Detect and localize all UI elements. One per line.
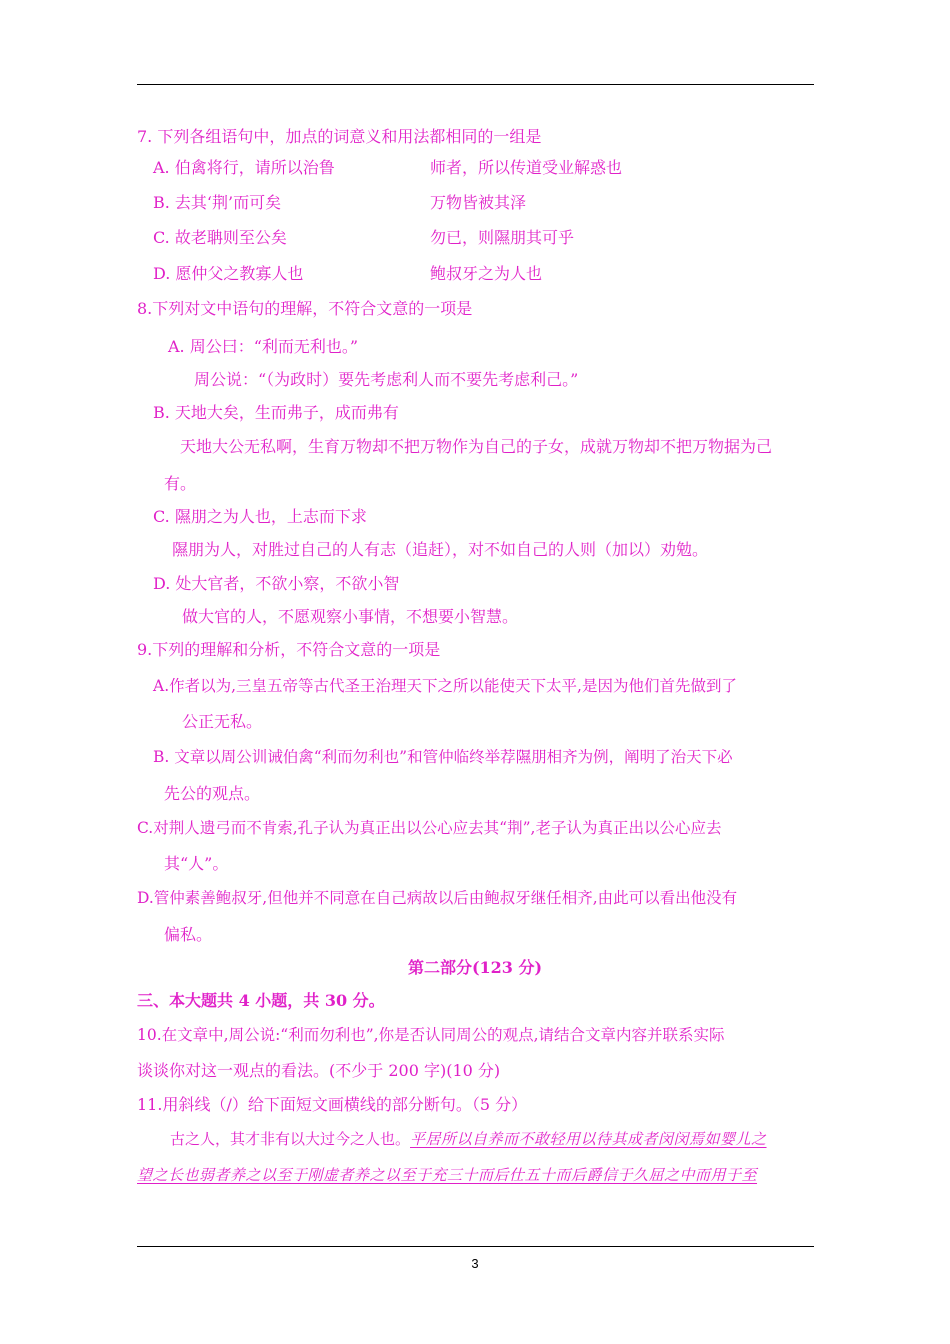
q8-b-translation: 天地大公无私啊，生育万物却不把万物作为自己的子女，成就万物却不把万物据为己 xyxy=(180,437,773,456)
q9-stem: 9.下列的理解和分析，不符合文意的一项是 xyxy=(137,640,441,659)
q8-a-original: A. 周公曰：“利而无利也。” xyxy=(168,337,359,356)
q8-b-original: B. 天地大矣，生而弗子，成而弗有 xyxy=(153,403,399,422)
page-number: 3 xyxy=(471,1256,479,1271)
section-three-heading: 三、本大题共 4 小题，共 30 分。 xyxy=(137,991,385,1010)
q7-option-b: B. 去其‘荆’而可矣 万物皆被其泽 xyxy=(153,193,527,212)
q9-option-b: B. 文章以周公训诫伯禽“利而勿利也”和管仲临终举荐隰朋相齐为例，阐明了治天下必 xyxy=(153,748,733,766)
q11-underlined-part-2: 望之长也弱者养之以至于刚虚者养之以至于充三十而后仕五十而后爵信于久屈之中而用于至 xyxy=(137,1166,758,1184)
q7-option-d-compare: 鲍叔牙之为人也 xyxy=(430,264,543,283)
q8-d-original: D. 处大官者，不欲小察，不欲小智 xyxy=(153,574,400,593)
q11-stem: 11.用斜线（/）给下面短文画横线的部分断句。（5 分） xyxy=(137,1095,528,1114)
q9-option-d-cont: 偏私。 xyxy=(164,925,213,944)
q7-option-c-compare: 勿已，则隰朋其可乎 xyxy=(430,228,575,247)
q7-option-c: C. 故老聃则至公矣 勿已，则隰朋其可乎 xyxy=(153,228,575,247)
q9-option-c-cont: 其“人”。 xyxy=(164,854,229,873)
q7-option-d: D. 愿仲父之教寡人也 鲍叔牙之为人也 xyxy=(153,264,543,283)
q8-c-original: C. 隰朋之为人也，上志而下求 xyxy=(153,507,367,526)
q7-option-a-compare: 师者，所以传道受业解惑也 xyxy=(430,158,623,177)
q7-option-a: A. 伯禽将行，请所以治鲁 师者，所以传道受业解惑也 xyxy=(153,158,623,177)
q11-passage-line-1 xyxy=(170,1129,767,1149)
q10-stem: 10.在文章中,周公说:“利而勿利也”,你是否认同周公的观点,请结合文章内容并联系实际 xyxy=(137,1026,725,1044)
q8-d-translation: 做大官的人，不愿观察小事情，不想要小智慧。 xyxy=(182,607,519,626)
footer-rule xyxy=(137,1246,814,1247)
q8-stem: 8.下列对文中语句的理解，不符合文意的一项是 xyxy=(137,299,473,318)
part-two-heading: 第二部分(123 分) xyxy=(407,958,543,977)
q9-option-b-cont: 先公的观点。 xyxy=(164,784,261,803)
q11-underlined-part-1: 平居所以自养而不敢轻用以待其成者闵闵焉如婴儿之 xyxy=(410,1130,767,1148)
q9-option-a: A.作者以为,三皇五帝等古代圣王治理天下之所以能使天下太平,是因为他们首先做到了 xyxy=(153,677,737,695)
header-rule xyxy=(137,84,814,85)
q8-c-translation: 隰朋为人，对胜过自己的人有志（追赶），对不如自己的人则（加以）劝勉。 xyxy=(172,540,709,559)
q9-option-a-cont: 公正无私。 xyxy=(182,712,263,731)
q9-option-c: C.对荆人遗弓而不肯索,孔子认为真正出以公心应去其“荆”,老子认为真正出以公心应去 xyxy=(137,819,722,837)
q10-stem-cont: 谈谈你对这一观点的看法。(不少于 200 字)(10 分) xyxy=(137,1061,501,1080)
q7-stem: 7. 下列各组语句中，加点的词意义和用法都相同的一组是 xyxy=(137,127,542,146)
q9-option-d: D.管仲素善鲍叔牙,但他并不同意在自己病故以后由鲍叔牙继任相齐,由此可以看出他没有 xyxy=(137,889,738,907)
q8-b-translation-cont: 有。 xyxy=(164,474,197,493)
q11-passage-intro: 古之人，其才非有以大过今之人也。 xyxy=(170,1130,411,1148)
q7-option-b-compare: 万物皆被其泽 xyxy=(430,193,527,212)
q8-a-translation: 周公说：“（为政时）要先考虑利人而不要先考虑利己。” xyxy=(194,370,579,389)
